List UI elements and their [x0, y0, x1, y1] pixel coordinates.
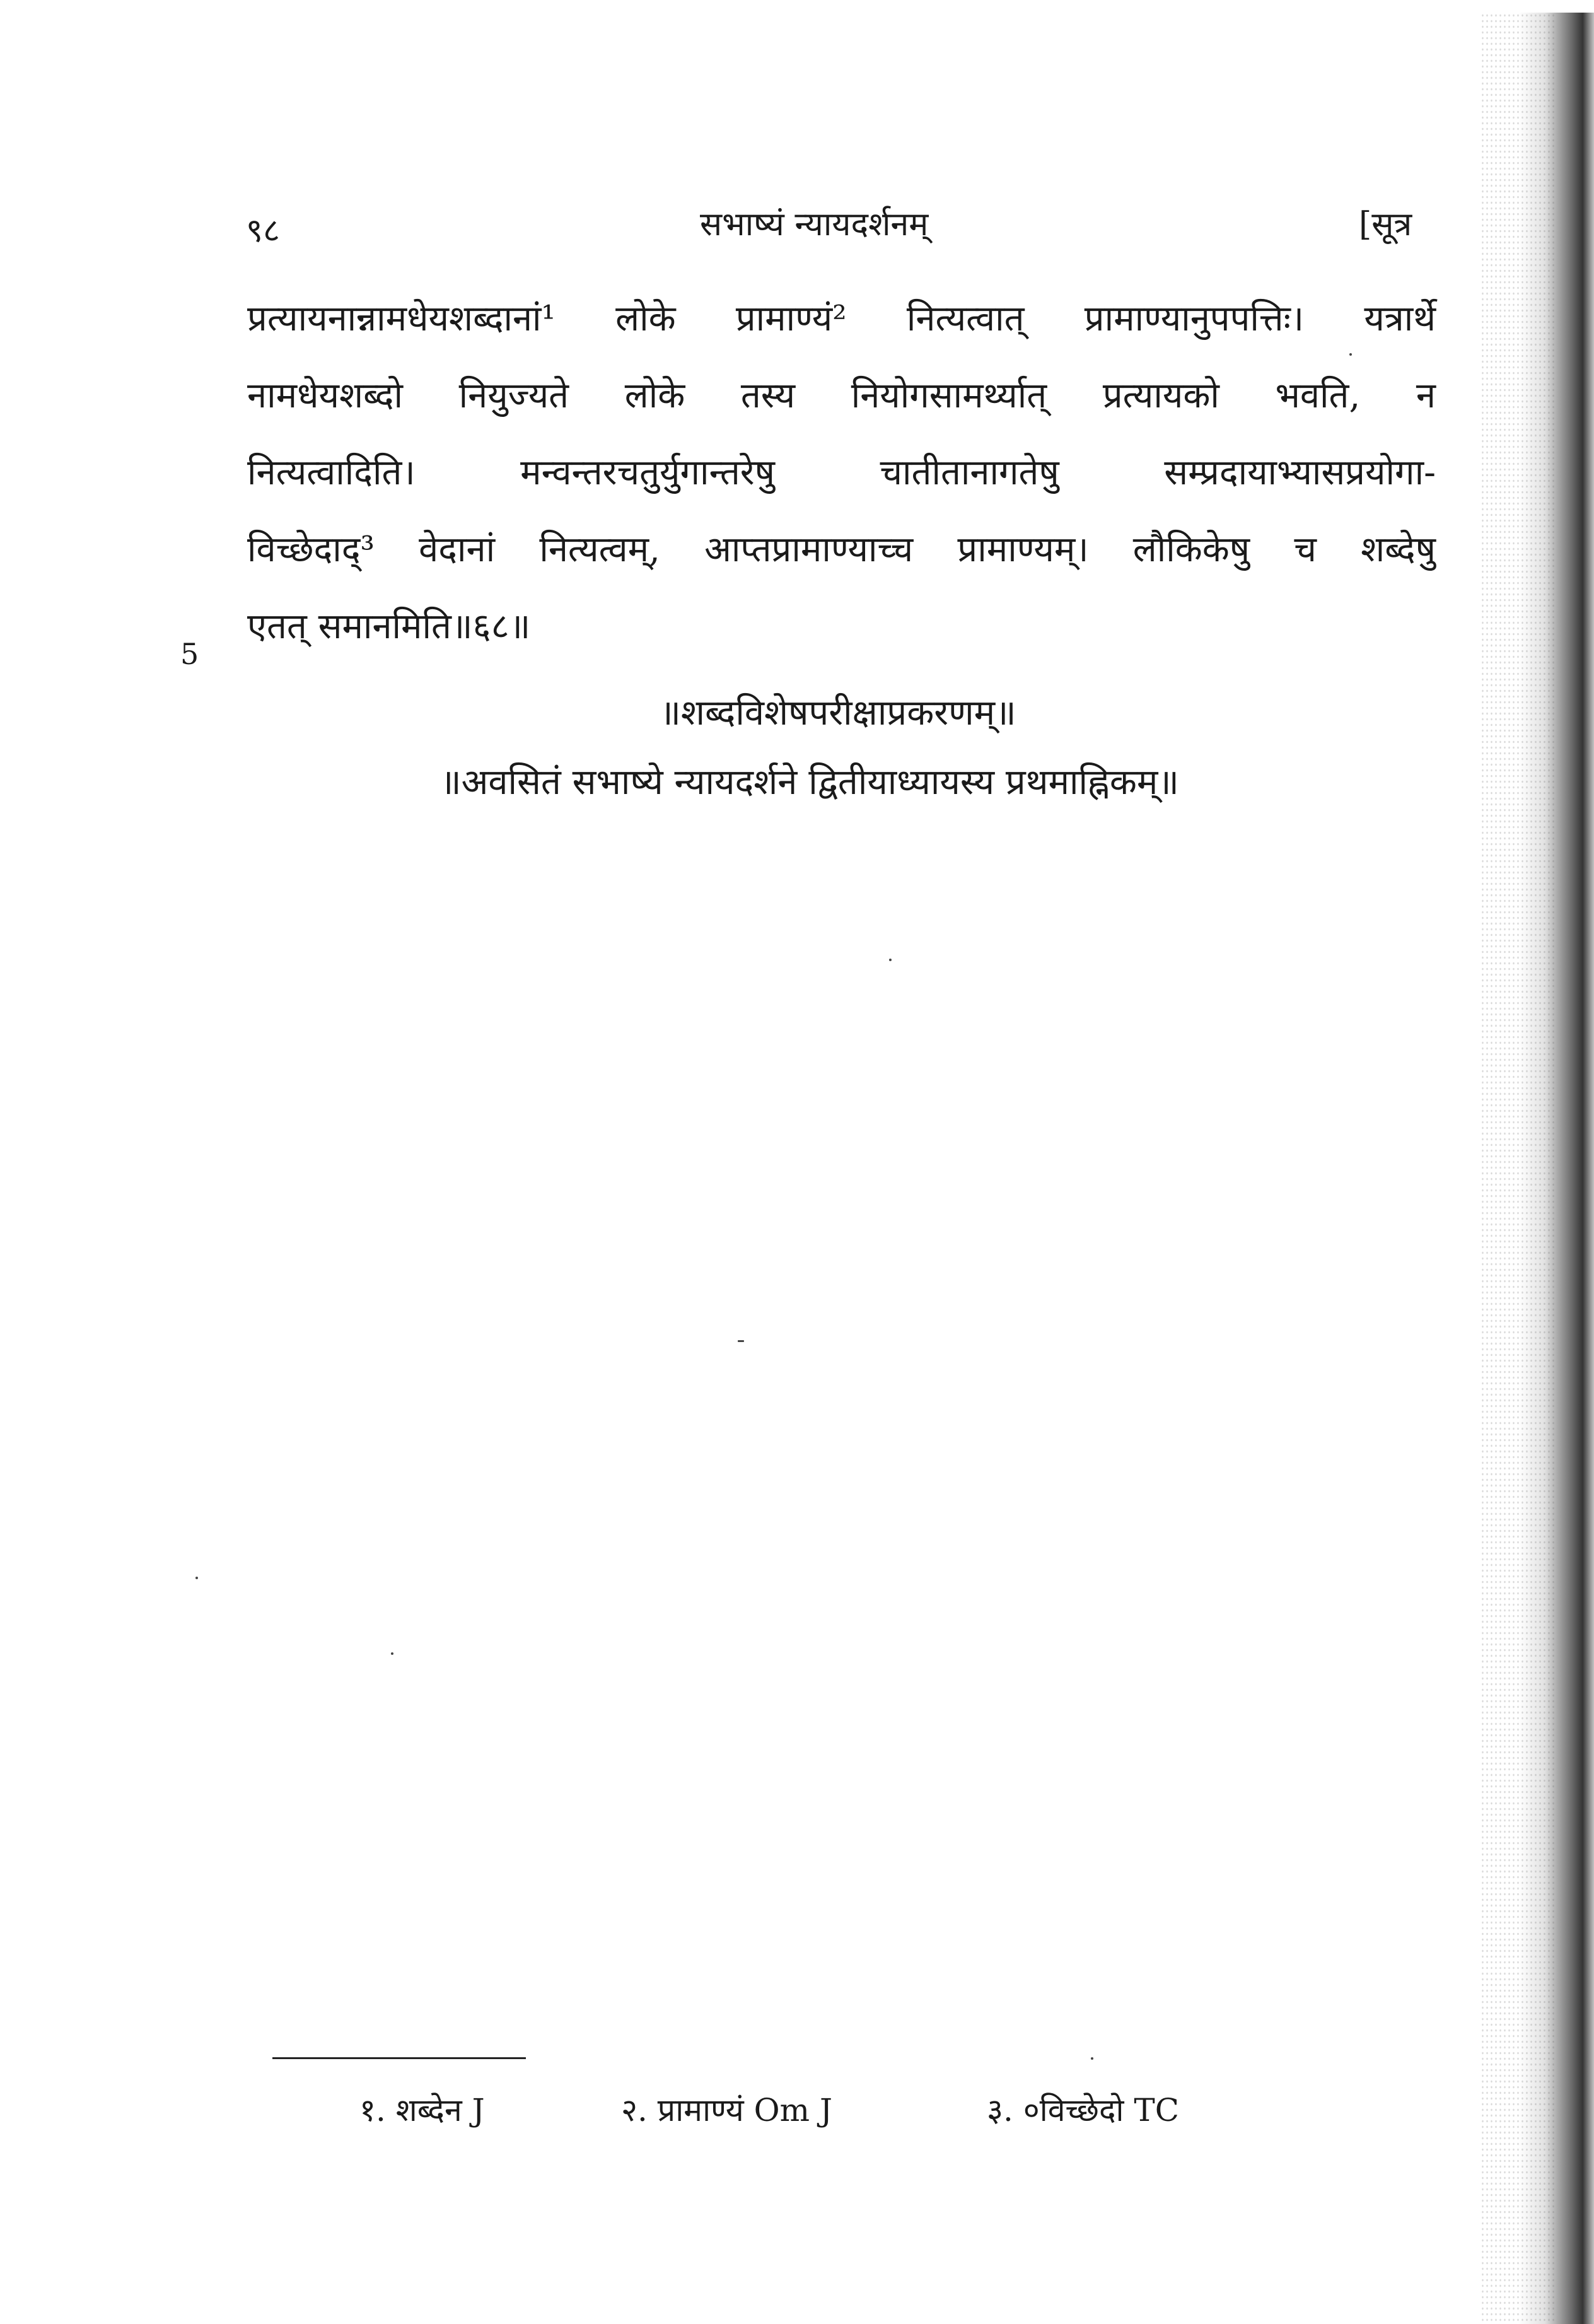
scan-speck — [738, 1340, 744, 1342]
text-line: नित्यत्वादिति। मन्वन्तरचतुर्युगान्तरेषु चातीतानागतेषु सम्प्रदायाभ्यासप्रयोगा- — [247, 452, 1436, 493]
footnote-2: २. प्रामाण्यं Om J — [621, 2092, 833, 2128]
text-line: विच्छेदाद्³ वेदानां नित्यत्वम्, आप्तप्रामाण्याच्च प्रामाण्यम्। लौकिकेषु च शब्देषु — [247, 529, 1436, 570]
scan-speck — [195, 1577, 198, 1579]
footnote-divider — [272, 2057, 526, 2059]
text-line: प्रत्यायनान्नामधेयशब्दानां¹ लोके प्रामाण्यं² नित्यत्वात् प्रामाण्यानुपपत्तिः। यत्रार्थे — [247, 298, 1436, 339]
running-title: सभाष्यं न्यायदर्शनम् — [700, 206, 929, 243]
margin-line-number: 5 — [180, 637, 199, 671]
commentary-text — [247, 281, 1436, 665]
page-header — [0, 201, 1594, 251]
chapter-colophon: ॥अवसितं सभाष्ये न्यायदर्शने द्वितीयाध्यायस्य प्रथमाह्निकम्॥ — [440, 762, 1179, 803]
scan-speck — [1349, 353, 1352, 356]
footnotes — [0, 2088, 1594, 2144]
scan-speck — [1091, 2057, 1093, 2060]
scan-edge-noise — [1481, 13, 1556, 2324]
section-end-heading: ॥शब्दविशेषपरीक्षाप्रकरणम्॥ — [660, 692, 1016, 733]
page-number: ९८ — [246, 212, 281, 250]
footnote-1: १. शब्देन J — [359, 2092, 485, 2128]
footnote-3: ३. ०विच्छेदो TC — [987, 2092, 1179, 2128]
section-marker: [सूत्र — [1359, 206, 1412, 243]
scan-speck — [391, 1652, 393, 1655]
text-line: एतत् समानमिति॥६८॥ — [247, 606, 531, 647]
text-line: नामधेयशब्दो नियुज्यते लोके तस्य नियोगसामर्थ्यात् प्रत्यायको भवति, न — [247, 375, 1436, 416]
scan-speck — [889, 959, 892, 961]
